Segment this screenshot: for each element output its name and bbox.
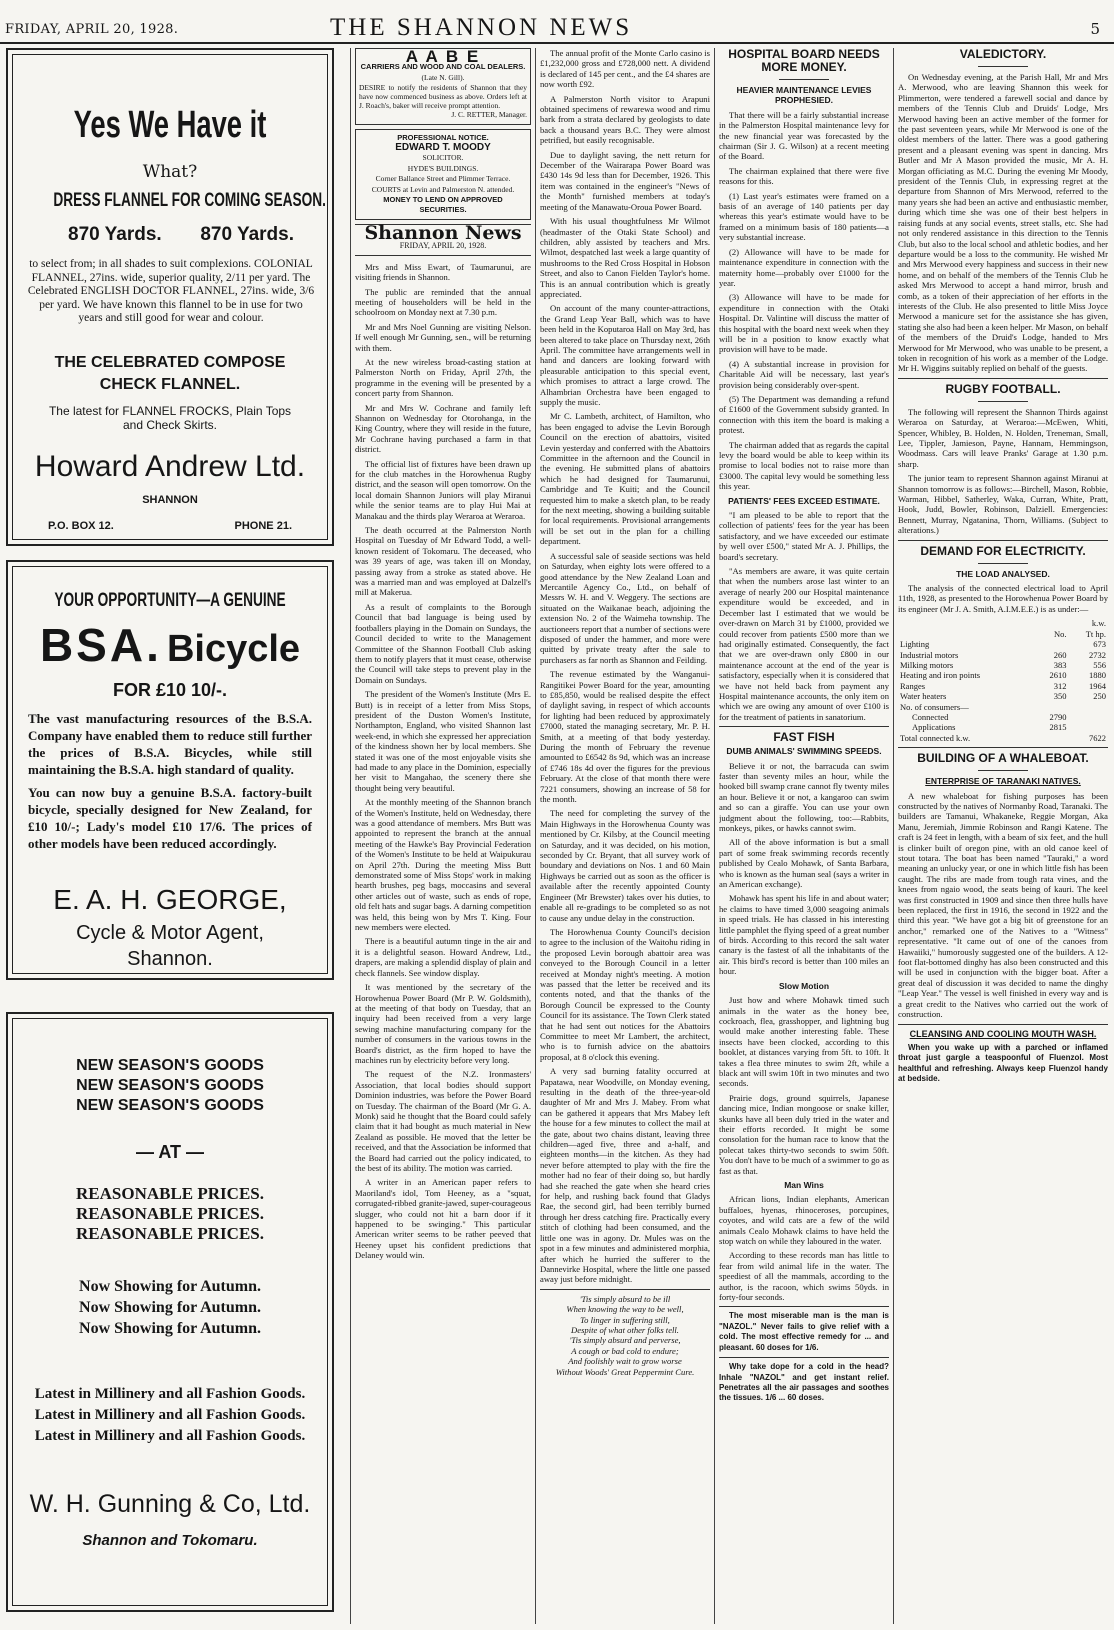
table-row — [898, 660, 1108, 670]
news-para: The analysis of the connected electrical load to April 11th, 1928, as presented to the Horowhenua Power Board by its engineer (Mr J. A. Smith, A.I.M.E.E.) is as under:— — [898, 583, 1108, 614]
poem-line: 'Tis simply absurd and perverse, — [569, 1335, 681, 1346]
slow-motion-head: Slow Motion — [778, 980, 830, 991]
load-label: Milking motors — [900, 659, 954, 670]
new-season-line: NEW SEASON'S GOODS — [76, 1077, 264, 1094]
news-para: The request of the N.Z. Ironmasters' Association, that local bodies should support Dominion industries, was before the Power Board on Tuesday. The chairman of the Board (Mr G. A. Monk) said he thought that the Board could safely claim that it had bought as much material in New Zealand as possible. He moved that the letter be received, and that the Association be informed that the Board had carried out the policy indicated, to the best of its ability. The motion was carried. — [355, 1069, 531, 1173]
table-row — [898, 702, 1108, 712]
load-value — [1069, 722, 1108, 732]
news-para: As a result of complaints to the Borough Council that bad language is being used by footballers playing in the Domain on Sundays, the Council decided to write to the Management Committee of the Shannon Football Club asking them to notify players that it must cease, otherwise the Council will take steps to prevent play in the Domain on Sundays. — [355, 601, 531, 685]
load-value: 1880 — [1089, 670, 1106, 681]
news-para: The Horowhenua County Council's decision to agree to the inclusion of the Waitohu riding in the proposed Levin borough abattoir area was conveyed to the Borough Council in a letter received at Monday night's meeting. A motion was passed that the letter be received and its contents noted, and that the thanks of the Borough Council be expressed to the County Council for its assistance. The Town Clerk stated that he had sent out notices for the Abattoirs Committee to meet Mr Lambert, the architect, who is to furnish advice on the abattoirs proposal, at 8 o'clock this evening. — [540, 926, 710, 1062]
news-para: A writer in an American paper refers to Maoriland's idol, Tom Heeney, as a "squat, corrugated-ribbed granite-jawed, super-courageous slugger, who could not hit a barn door if it happened to be swinging." This particular American writer seems to be rather peeved that Heeney upset his confident predictions that Delaney would win. — [355, 1177, 531, 1261]
moody-notice — [355, 129, 531, 220]
ad-latest-frocks: The latest for FLANNEL FROCKS, Plain Tops and Check Skirts. — [48, 404, 292, 432]
news-para: African lions, Indian elephants, American buffaloes, hyenas, rhinoceroses, porcupines, coyotes, and wild cats are a few of the wild animals Cealo Mohawk claims to have held the stop watch on while they laboured in the water. — [719, 1194, 889, 1247]
news-para: Prairie dogs, ground squirrels, Japanese dancing mice, Indian mongoose or snake killer, skunks have all been duly tried in the water and their efforts recorded. It might be some consolation for the human race to know that the polecat takes thirty-two seconds to swim 50ft. You don't have to be much of a swimmer to go as fast as that. — [719, 1092, 889, 1176]
patients-fees-head: PATIENTS' FEES EXCEED ESTIMATE. — [728, 495, 880, 506]
gunning-town: Shannon and Tokomaru. — [82, 1532, 258, 1549]
news-para: There is a beautiful autumn tinge in the air and it is a delightful season. Howard Andrew, Ltd., drapers, are making a splendid display of plain and check flannels. See window display. — [355, 936, 531, 978]
load-value: 2790 — [1049, 711, 1067, 722]
electricity-sub: THE LOAD ANALYSED. — [956, 568, 1050, 579]
news-para: "I am pleased to be able to report that the collection of patients' fees for the year has been satisfactory, and we have exceeded our estimate by well over £500," stated Mr A. J. Phillips, the board's secretary. — [719, 510, 889, 562]
load-table — [898, 618, 1108, 743]
ad-what: What? — [142, 162, 198, 182]
load-value: 7622 — [1089, 732, 1106, 743]
bsa-dealer-role: Cycle & Motor Agent, — [76, 922, 264, 944]
column-4 — [719, 48, 889, 1624]
load-value: 2815 — [1049, 722, 1067, 733]
whaleboat-head: BUILDING OF A WHALEBOAT. — [917, 751, 1089, 766]
prof-notice: PROFESSIONAL NOTICE. — [397, 132, 489, 142]
hospital-headline: HOSPITAL BOARD NEEDS MORE MONEY. — [728, 48, 880, 74]
peppermint-poem — [540, 1289, 710, 1377]
autumn-line: Now Showing for Autumn. — [79, 1320, 261, 1337]
load-value: 2610 — [1049, 670, 1067, 681]
load-label: Ranges — [900, 680, 926, 691]
fast-fish-sub: DUMB ANIMALS' SWIMMING SPEEDS. — [726, 746, 882, 757]
news-para: The junior team to represent Shannon against Miranui at Shannon tomorrow is as follows:—Birchell, Mason, Robbie, Warman, Hibbel, Satherley, Waka, Curran, White, Pratt, Hook, Judd, Bowler, Robinson, Dalziell. Emergencies: Bennett, Murray, Ngatanina, Thorn, Williams. (Subject to alterations.) — [898, 473, 1108, 536]
news-para: With his usual thoughtfulness Mr Wilmot (headmaster of the Otaki State School) and children, ably assisted by teachers and Mrs. Wilmot, despatched last week a large quantity of mushrooms to the Red Cross Hospital in Hobson Street, and also to Canon Fielden Taylor's home. This is an annual contribution which is greatly appreciated. — [540, 216, 710, 299]
bsa-copy: The vast manufacturing resources of the B.S.A. Company have enabled them to reduce still further the prices of B.S.A. Bicycles, while still maintaining the B.S.A. high standard of quality. — [28, 711, 312, 777]
load-value: 2732 — [1089, 649, 1106, 660]
nazol-ad-2: Why take dope for a cold in the head? Inhale "NAZOL" and get instant relief. Penetrates all the air passages and soothes the tissues. 1/6 ... 60 doses. — [719, 1362, 889, 1403]
ad-yards-right: 870 Yards. — [200, 224, 294, 245]
news-para: On account of the many counter-attractions, the Grand Leap Year Ball, which was to have been held in the Koputaroa Hall on May 3rd, has been altered to take place on Thursday next, 26th April. The committee have arrangements well in hand and dancers are looking forward with pleasurable anticipation to this special event, which promises to attract a large crowd. The Alhambrian Orchestra have been engaged to supply the music. — [540, 303, 710, 407]
whaleboat-sub: ENTERPRISE OF TARANAKI NATIVES. — [925, 776, 1081, 787]
masthead — [0, 0, 1114, 44]
poem-line: Despite of what other folks tell. — [571, 1324, 679, 1335]
bsa-bicycle-ad — [6, 560, 334, 980]
load-label: Applications — [912, 722, 956, 733]
moody-solicitor: SOLICITOR. — [422, 153, 464, 163]
table-row — [898, 712, 1108, 722]
moody-name: EDWARD T. MOODY — [395, 142, 491, 154]
gunning-ad — [6, 1012, 334, 1612]
news-para: A new whaleboat for fishing purposes has been constructed by the natives of Normanby Road, Taranaki. The builders are Tamanui, Whakaneke, Reggie Morgan, Aka Manu, Jeremiah, Jimmie Robinson and Rangi Katene. The craft is 24 feet in length, with a beam of six feet, and the hull is clinker built of oregon pine, with an old canoe keel of stout totara. The boat has been named "Tauraki," a word meaning an unlucky year, or one in which little fish has been caught. The ribs are made from tough rata vines, and the knees from ngaio wood, the seats being of kauri. The keel was first constructed in 1909 and since then three hulls have been replaced, the first in 1916, the second in 1922 and the third this year. "We have got a big bit of greenstone for an anchor," remarked one of the Natives to a "Witness" representative. "It came out of one of the canoes from Hawaiiki," humorously suggested one of the builders. A 12-foot flat-bottomed dinghy has also been constructed and this will be used in conjunction with the bigger boat. After a great deal of discussion it was decided to name the dinghy "Leap Year." The vessel is well finished in every way and is a great credit to the Natives who carried out the work of construction. — [898, 790, 1108, 1020]
ad-po-box: P.O. BOX 12. — [48, 520, 114, 532]
new-season-line: NEW SEASON'S GOODS — [76, 1057, 264, 1074]
bsa-dealer-town: Shannon. — [127, 948, 213, 970]
moody-money: MONEY TO LEND ON APPROVED SECURITIES. — [383, 195, 503, 215]
ad-yards-left: 870 Yards. — [68, 224, 162, 245]
ad-phone: PHONE 21. — [234, 520, 292, 532]
reasonable-prices-line: REASONABLE PRICES. — [76, 1204, 264, 1223]
column-rule — [535, 48, 536, 1624]
news-para: On Wednesday evening, at the Parish Hall, Mr and Mrs A. Merwood, who are leaving Shannon this week for Plimmerton, were tendered a farewell social and dance by members of the Tennis Club and Druids' Lodge, Mrs Merwood having been an active member of the former for the past seventeen years, while Mr Merwood is one of the oldest members of the latter. There was a good gathering present and a pleasant evening was spent in dancing. Mrs Butler and Mr A Mason provided the music, Mr A. H. Morgan officiating as M.C. During the evening Mr Moody, president of the Tennis Club, in expressing regret at the departure from Shannon of Mrs Merwood, referred to the many years she had been an active and enthusiastic member, during which time she was one of their best helpers in raising funds at any social events, street stalls, etc. She had not only rendered assistance in this direction to the Tennis Club, but also to the local school and athletic bodies, and her departure would be a loss to the community. He wished Mr and Mrs Merwood every happiness and success in their new home, and on behalf of the members of the Tennis Club he asked Mrs Merwood to accept a hand mirror, brush and comb, as a token of their appreciation of her efforts in the interests of the Club. He also presented to little Miss Joyce Merwood a manicure set for the assistance she has given, stating she also had been a keen helper. Mr Mason, on behalf of the members of the Druid's Lodge, handed to Mrs Merwood for Mr Merwood, who was unable to be present, a token in recognition of his work as a member of the Lodge. Mr H. Wiggins suitably replied on behalf of the guests. — [898, 72, 1108, 374]
column-rule — [714, 48, 715, 1624]
bsa-brand: BSA. — [39, 619, 162, 671]
news-para: The chairman explained that there were five reasons for this. — [719, 165, 889, 187]
table-row — [898, 722, 1108, 732]
news-para: At the monthly meeting of the Shannon branch of the Women's Institute, held on Wednesday, there was a good attendance of members. Mrs Butt was appointed to represent the branch at the annual meeting of the Hawke's Bay Provincial Federation of the Women's Institute to be held at Waipukurau on April 27th. During the meeting Miss Butt demonstrated some of Miss Stops' work in making hearth brushes, peg bags, moccasins and several other articles out of waste, such as ends of rope, old felt hats and sugar bags. A darning competition was held, this being won by Mrs T. King. Four new members were elected. — [355, 797, 531, 933]
ad-at: — AT — — [136, 1142, 204, 1162]
masthead-rule — [0, 42, 1114, 44]
load-label: Industrial motors — [900, 649, 959, 660]
table-row — [898, 670, 1108, 680]
bsa-dealer: E. A. H. GEORGE, — [53, 884, 287, 915]
load-value: 1964 — [1089, 680, 1106, 691]
news-para: A successful sale of seaside sections was held on Saturday, when eighty lots were offered to a good attendance by the New Zealand Loan and Mercantile Agency Co., Ltd., on behalf of Messrs W. H. and V. Weggery. The sections are situated on the Waikanae beach, adjoining the extension No. 2 of the Waimeha township. The auctioneers report that a number of sections were disposed of under the hammer, and more were quitted by private treaty after the sale to purchasers as far north as Shannon and Feilding. — [540, 550, 710, 665]
news-para: (1) Last year's estimates were framed on a basis of an average of 140 patients per day whereas this year's estimate would have to be framed on a minimum basis of 180 patients—a very substantial increase. — [719, 190, 889, 243]
load-label: No. of consumers— — [900, 701, 969, 712]
ad-compose-check: THE CELEBRATED COMPOSE CHECK FLANNEL. — [54, 354, 286, 393]
load-value — [1069, 702, 1108, 712]
aabe-name: A A B E — [405, 48, 481, 66]
news-para: The need for completing the survey of the Main Highways in the Horowhenua County was mentioned by Cr. Kilsby, at the Council meeting on Saturday, and it was decided, on his motion, seconded by Cr. Bryant, that all survey work of boundary and deviations on Nos. 1 and 60 Main Highways be carried out as soon as the officer is available after the recently appointed County Engineer (Mr Brewster) takes over his duties, to enable all re-gradings to be completed so as not to cause any undue delay in the construction. — [540, 808, 710, 923]
news-para: Mohawk has spent his life in and about water; he claims to have timed 3,000 seagoing animals in speed trials. He has classed in his interesting little pamphlet the flying speed of a great number of birds. According to this record the salt water canary is the fastest of all the inhabitants of the air. This bird's record is better than 100 miles an hour. — [719, 893, 889, 977]
load-value — [1034, 639, 1068, 649]
editorial-date: FRIDAY, APRIL 20, 1928. — [399, 241, 487, 251]
mouthwash-copy: When you wake up with a parched or inflamed throat just gargle a teaspoonful of Fluenzol. Most healthful and refreshing. Always keep Fluenzol handy at bedside. — [898, 1042, 1108, 1084]
gunning-firm: W. H. Gunning & Co, Ltd. — [29, 1490, 311, 1518]
load-col-head: No. — [1054, 628, 1067, 639]
editorial-paper-name: Shannon News — [364, 221, 522, 244]
news-para: The annual profit of the Monte Carlo casino is £1,232,000 gross and £728,000 nett. A dividend is declared of 145 per cent., and the £4 shares are now worth £92. — [540, 48, 710, 90]
ad-dress-flannel: DRESS FLANNEL FOR COMING SEASON. — [53, 190, 326, 211]
load-value — [1034, 733, 1068, 743]
news-para: According to these records man has little to fear from wild animal life in the water. The speediest of all the mammals, according to the author, is the racoon, which swims 50yds. in forty-four seconds. — [719, 1250, 889, 1303]
column-2 — [355, 48, 531, 1624]
load-value: 673 — [1093, 639, 1106, 650]
news-para: The death occurred at the Palmerston North Hospital on Tuesday of Mr Edward Todd, a well-known resident of Tokomaru. The deceased, who was 39 years of age, was taken ill on Monday, passing away from a stroke as stated above. He was a married man and was employed at Dalzell's mill at Makerua. — [355, 525, 531, 598]
news-para: A Palmerston North visitor to Arapuni obtained specimens of rewarewa wood and rimu bark from a strata declared by geologists to date back a thousand years B.C. They were almost petrified, but easily recognisable. — [540, 93, 710, 146]
fast-fish-head: FAST FISH — [773, 730, 835, 745]
poem-line: 'Tis simply absurd to be ill — [579, 1293, 671, 1304]
column-rule — [893, 48, 894, 1624]
editorial-masthead — [355, 221, 531, 256]
news-para: The following will represent the Shannon Thirds against Weraroa on Saturday, at Weraroa:—McEwen, Whiti, Spencer, Whibley, B. Holden, N. Holden, Treneman, Small, Lee, Tippler, Jamieson, Payne, Hannam, Hemmingson, Woodmass. Cars will leave Pranks' Garage at 1.30 p.m. sharp. — [898, 406, 1108, 469]
load-value: 260 — [1053, 649, 1067, 660]
load-label: Connected — [912, 711, 949, 722]
news-para: The president of the Women's Institute (Mrs E. Butt) is in receipt of a letter from Miss Stops, president of the Duston Women's Institute, Northampton, England, who visited Shannon last week-end, in which she expressed her appreciation of the kindness shown her by local members. She stated it was one of the most enjoyable visits she had made to any place in the Dominion, especially her visit to Mangahao, the scenery there she thought being very beautiful. — [355, 689, 531, 793]
millinery-line: Latest in Millinery and all Fashion Goods. — [34, 1428, 306, 1444]
page-number: 5 — [1090, 20, 1100, 38]
moody-corner: Corner Ballance Street and Plimmer Terrace. — [375, 174, 511, 184]
table-row — [898, 681, 1108, 691]
news-para: The official list of fixtures have been drawn up for the club matches in the Horowhenua Rugby district, and the season will open tomorrow. On the local domain Shannon Juniors will play Miranui while the senior teams are to play Hui Mai at Manakau and the thirds play Weraroa at Weraroa. — [355, 458, 531, 521]
electricity-head: DEMAND FOR ELECTRICITY. — [920, 543, 1086, 558]
ad-headline: Yes We Have it — [73, 104, 267, 146]
ad-opportunity: YOUR OPPORTUNITY—A GENUINE — [54, 590, 286, 611]
load-unit: k.w. — [1091, 618, 1106, 629]
load-value: 383 — [1053, 659, 1067, 670]
valedictory-head: VALEDICTORY. — [959, 48, 1047, 61]
news-para: Mr and Mrs Noel Gunning are visiting Nelson. If well enough Mr Gunning, sen., will be returning with them. — [355, 321, 531, 353]
ad-town: SHANNON — [142, 494, 198, 506]
poem-line: To linger in suffering still, — [580, 1314, 670, 1325]
mouthwash-head: CLEANSING AND COOLING MOUTH WASH. — [909, 1028, 1097, 1039]
load-value: 312 — [1053, 680, 1067, 691]
news-para: That there will be a fairly substantial increase in the Palmerston Hospital maintenance levy for the new financial year was forecasted by the chairman (Sir J. G. Wilson) at a recent meeting of the Board. — [719, 109, 889, 162]
news-para: (4) A substantial increase in provision for Charitable Aid will be necessary, last year's provision being considerably over-spent. — [719, 358, 889, 390]
news-para: Just how and where Mohawk timed such animals in the water as the honey bee, cockroach, flea, grasshopper, and lightning bug would make another interesting fable. These insects have been clocked, according to this booklet, at distances varying from 5ft. to 10ft. It takes a flea three minutes to swim 2ft, while a black ant will swim 10ft in two minutes and two seconds. — [719, 995, 889, 1089]
column-5 — [898, 48, 1108, 1624]
load-value — [1034, 702, 1068, 712]
poem-line: When knowing the way to be well, — [566, 1304, 684, 1315]
new-season-line: NEW SEASON'S GOODS — [76, 1097, 264, 1114]
bsa-copy-2: You can now buy a genuine B.S.A. factory-built bicycle, specially designed for New Zealand, for £10 10/-; Lady's model £10 17/6. The prices of other models have been reduced accordingly. — [28, 785, 312, 851]
reasonable-prices-line: REASONABLE PRICES. — [76, 1184, 264, 1203]
millinery-line: Latest in Millinery and all Fashion Goods. — [34, 1407, 306, 1423]
table-row — [898, 650, 1108, 660]
news-para: Believe it or not, the barracuda can swim faster than seventy miles an hour, while the hooked bill swamp crane cannot fly twenty miles an hour. Believe it or not, a kangaroo can swim and so can a giraffe. You can use your own judgment about the following, too:—Rabbits, monkeys, pikes, or hawks cannot swim. — [719, 760, 889, 833]
load-value: 556 — [1093, 659, 1106, 670]
column-rule — [350, 48, 351, 1624]
news-para: The public are reminded that the annual meeting of householders will be held in the schoolroom on Monday next at 7.30 p.m. — [355, 286, 531, 318]
load-label: Total connected k.w. — [900, 732, 971, 743]
news-para: The revenue estimated by the Wanganui-Rangitikei Power Board for the year, amounting to £85,850, would be realised despite the effect of daylight saving, in respect of which accounts for lighting had been reduced by approximately £7000, stated the managing secretary, Mr. P. H. Smith, at a meeting of that body yesterday. During the month of February the revenue amounted to £6542 8s 9d, which was an increase of £746 18s 4d over the figures for the previous February. At the close of that month there were 7221 consumers, showing an increase of 58 for the month. — [540, 669, 710, 805]
man-wins-head: Man Wins — [784, 1180, 824, 1190]
poem-line: Without Woods' Great Peppermint Cure. — [555, 1366, 695, 1377]
poem-line: And foolishly wait to grow worse — [568, 1356, 682, 1367]
hospital-subhead: HEAVIER MAINTENANCE LEVIES PROPHESIED. — [736, 85, 872, 106]
news-para: (5) The Department was demanding a refund of £1600 of the Government subsidy granted. In connection with this item the board is making a protest. — [719, 393, 889, 436]
load-value: 350 — [1053, 691, 1067, 702]
news-para: It was mentioned by the secretary of the Horowhenua Power Board (Mr P. W. Goldsmith), at the meeting of that body on Tuesday, that an inquiry had been received from a very large sewing machine manufacturing company for the number of consumers in the various towns in the Board's district, as the firm hoped to have the machines run by electricity before very long. — [355, 982, 531, 1065]
table-row — [898, 733, 1108, 743]
moody-hydes: HYDE'S BUILDINGS. — [407, 163, 479, 173]
aabe-notice — [355, 48, 531, 125]
load-label: Heating and iron points — [900, 670, 981, 681]
news-para: A very sad burning fatality occurred at Papatawa, near Woodville, on Monday evening, resulting in the death of the three-year-old daughter of Mr and Mrs J. Mabey. From what can be gathered it appears that Mrs Mabey left the house for a few minutes to collect the mail at the gate, about two chains distant, leaving three children—aged five, three and a-half, and eighteen months—in the kitchen. As they had never before attempted to play with the fire the mother had no fear of their doing so, but hardly had she reached the gate when she heard cries for help, and rushing back found that Gladys Rae, the second girl, had been terribly burned through her dress catching fire. Practically every stitch of clothing had been consumed, and the little one was in agony. Dr. Mules was on the spot in a few minutes and administered morphia, after which he hurried the sufferer to the Dannevirke Hospital, where the little one passed away just before midnight. — [540, 1066, 710, 1285]
moody-courts: COURTS at Levin and Palmerston N. attended. — [371, 184, 515, 194]
aabe-trade: CARRIERS AND WOOD AND COAL DEALERS. — [360, 62, 526, 72]
ad-firm-name: Howard Andrew Ltd. — [34, 450, 306, 483]
load-label: Lighting — [900, 639, 930, 650]
aabe-body: DESIRE to notify the residents of Shannon that they have now commenced business as above. Orders left at J. Roach's, baker will receive prompt attention. — [359, 83, 527, 111]
autumn-line: Now Showing for Autumn. — [79, 1278, 261, 1295]
table-row — [898, 639, 1108, 649]
news-para: All of the above information is but a small part of some freak swimming records recently published by Cealo Mohawk, of Santa Barbara, who is known as the human seal (says a writer in an American exchange). — [719, 837, 889, 890]
howard-andrew-ad — [6, 48, 334, 546]
millinery-line: Latest in Millinery and all Fashion Goods. — [34, 1386, 306, 1402]
aabe-sign: J. C. RETTER, Manager. — [451, 110, 527, 120]
aabe-late: (Late N. Gill). — [421, 72, 465, 82]
news-para: Mrs and Miss Ewart, of Taumarunui, are visiting friends in Shannon. — [355, 261, 531, 283]
load-label: Water heaters — [900, 691, 947, 702]
reasonable-prices-line: REASONABLE PRICES. — [76, 1224, 264, 1243]
newspaper-title: THE SHANNON NEWS — [330, 14, 633, 41]
load-value: 250 — [1093, 691, 1106, 702]
ad-flannel-copy: to select from; in all shades to suit complexions. COLONIAL FLANNEL, 27ins. wide, superior quality, 2/11 per yard. The Celebrated ENGLISH DOCTOR FLANNEL, 27ins. wide, 3/6 per yard. We have known this flannel to be in use for two years and still good for wear and colour. — [27, 258, 315, 324]
table-row — [898, 691, 1108, 701]
bsa-bicycle: Bicycle — [166, 628, 301, 670]
news-para: Mr C. Lambeth, architect, of Hamilton, who has been engaged to advise the Levin Borough Council on the erection of abattoirs, visited Levin yesterday and conferred with the Abattoirs Committee in the afternoon and the Council in the evening. He submitted plans of abattoirs which he had designed for Taumarunui, Cambridge and Te Kuiti; and the Council requested him to make a sketch plan, to be ready for the next meeting, showing a building suitable for local requirements. Provisional arrangements will be set out in the plan for a chilling department. — [540, 411, 710, 547]
news-para: Due to daylight saving, the nett return for December of the Wairarapa Power Board was £430 14s 9d less than for December, 1926. This item was contained in the engineer's "News of the Month" furnished members at today's meeting of the Manawatu-Oroua Power Board. — [540, 149, 710, 212]
issue-date: FRIDAY, APRIL 20, 1928. — [5, 22, 179, 37]
news-para: (2) Allowance will have to be made for maintenance expenditure in connection with the maternity home—probably over £1000 for the year. — [719, 246, 889, 288]
news-para: The chairman added that as regards the capital levy the board would be able to keep within its promise to local bodies not to raise more than £3000. The capital levy would be something less this year. — [719, 439, 889, 492]
load-col-head: Tt hp. — [1085, 628, 1106, 639]
nazol-ad: The most miserable man is the man is "NAZOL." Never fails to give relief with a cold. The most effective remedy for ... and pleasant. 60 doses for 1/6. — [719, 1311, 889, 1352]
news-para: Mr and Mrs W. Cochrane and family left Shannon on Wednesday for Otorohanga, in the King Country, where they will reside in the future, Mr Cochrane having purchased a farm in that district. — [355, 402, 531, 455]
autumn-line: Now Showing for Autumn. — [79, 1299, 261, 1316]
news-para: At the new wireless broad-casting station at Palmerston North on Friday, April 27th, the programme in the evening will be presented by a concert party from Shannon. — [355, 356, 531, 399]
news-para: "As members are aware, it was quite certain that when the numbers arose last winter to an average of nearly 200 our Hospital maintenance expenditure would be exceeded, and in December last I estimated that we would be over-drawn on March 31 by £1000, provided we could recover from patients £500 more than we had originally estimated. Consequently, the fact that we are over-drawn only £800 in our maintenance account at the end of the year is satisfactory, especially when it is considered that we have not held back from payment any Hospital maintenance accounts, the only item on which we are owing any amount of over £100 is for the treatment of patients in sanatorium. — [719, 566, 889, 722]
rugby-head: RUGBY FOOTBALL. — [945, 381, 1061, 396]
bsa-price: FOR £10 10/-. — [112, 680, 228, 700]
poem-line: A cough or bad cold to endure; — [571, 1345, 679, 1356]
load-value — [1069, 712, 1108, 722]
news-para: (3) Allowance will have to be made for expenditure in connection with the Otaki Hospital. Dr. Valintine will discuss the matter of this hospital with the board next week when they will be in a position to know exactly what provision will have to be made. — [719, 292, 889, 355]
column-3 — [540, 48, 710, 1624]
